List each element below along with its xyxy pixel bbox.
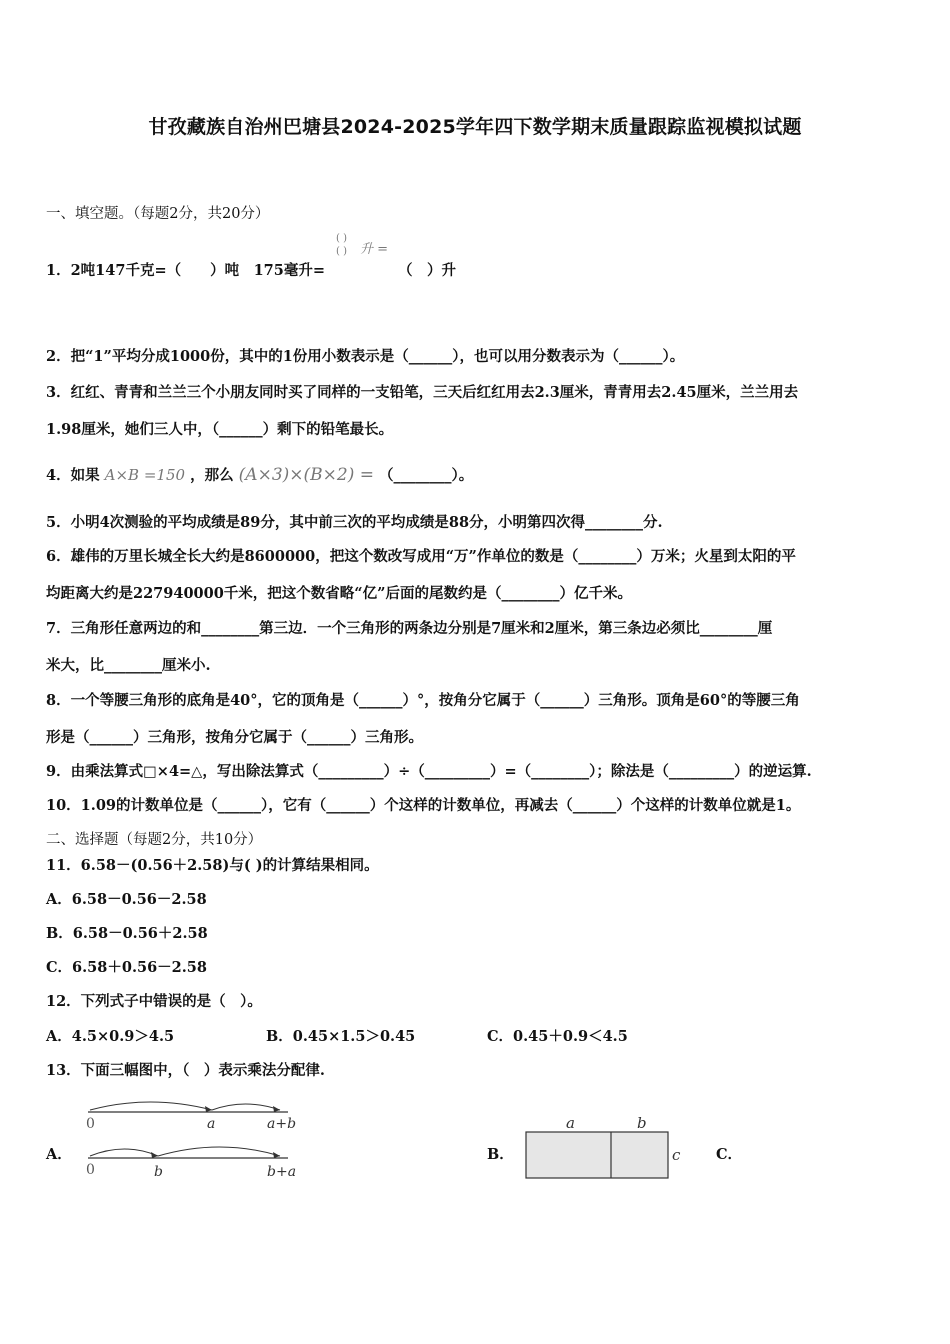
arrow-head-icon: [151, 1152, 158, 1158]
question-12: 12．下列式子中错误的是（ ）。: [46, 993, 262, 1010]
question-text: ，那么: [190, 467, 234, 484]
tick-label: b+a: [267, 1164, 297, 1180]
tick-label: b: [154, 1164, 163, 1180]
option-a[interactable]: A．4.5×0.9＞4.5: [46, 1028, 175, 1045]
fraction-unit: 升 =: [360, 242, 389, 257]
jump-arc: [212, 1104, 280, 1110]
section-heading: 二、选择题（每题2分，共10分）: [46, 832, 263, 848]
area-rectangle: [526, 1132, 668, 1178]
question-6-line-2: 均距离大约是227940000千米，把这个数省略“亿”后面的尾数约是（________）亿千米。: [46, 585, 632, 602]
question-7-line-2: 米大，比________厘米小.: [46, 657, 211, 674]
number-line-figure: [80, 1092, 310, 1182]
side-label-a: a: [566, 1114, 575, 1132]
question-text: 4．如果: [46, 467, 100, 484]
question-1-blank: （ ）升: [398, 262, 456, 279]
fraction-figure: [336, 232, 347, 258]
arrow-head-icon: [273, 1106, 280, 1112]
rectangle-area-figure: [520, 1112, 690, 1184]
option-c[interactable]: C．0.45＋0.9＜4.5: [487, 1028, 628, 1045]
option-a[interactable]: A．6.58－0.56－2.58: [46, 891, 207, 908]
page-title: 甘孜藏族自治州巴塘县2024-2025学年四下数学期末质量跟踪监视模拟试题: [148, 116, 802, 138]
option-b[interactable]: B．0.45×1.5＞0.45: [266, 1028, 416, 1045]
question-7-line-1: 7．三角形任意两边的和________第三边．一个三角形的两条边分别是7厘米和2厘米，第三条边必须比________厘: [46, 620, 773, 637]
question-1: [46, 259, 325, 280]
arrow-head-icon: [205, 1106, 212, 1112]
question-8-line-1: 8．一个等腰三角形的底角是40°，它的顶角是（______）°，按角分它属于（______）三角形。顶角是60°的等腰三角: [46, 692, 800, 709]
tick-label: 0: [86, 1116, 95, 1132]
question-3-line-2: 1.98厘米，她们三人中，（______）剩下的铅笔最长。: [46, 421, 394, 438]
side-label-b: b: [637, 1114, 647, 1132]
question-text: 1．2吨147千克=（ ）吨 175毫升=: [46, 262, 326, 279]
option-c[interactable]: C．6.58＋0.56－2.58: [46, 959, 207, 976]
expression: A×B =150: [104, 466, 186, 484]
question-2: 2．把“1”平均分成1000份，其中的1份用小数表示是（______），也可以用分数表示为（______）。: [46, 348, 685, 365]
tick-label: a: [207, 1116, 216, 1132]
jump-arc: [90, 1149, 158, 1156]
section-heading: 一、填空题。（每题2分，共20分）: [46, 206, 270, 222]
arrow-head-icon: [273, 1152, 280, 1158]
option-c[interactable]: C．: [716, 1146, 743, 1163]
fraction-top: ( ): [336, 233, 347, 244]
question-5: 5．小明4次测验的平均成绩是89分，其中前三次的平均成绩是88分，小明第四次得________分.: [46, 514, 663, 531]
jump-arc: [90, 1102, 212, 1110]
question-9: 9．由乘法算式□×4=△，写出除法算式（_________）÷（_________）=（________）；除法是（_________）的逆运算.: [46, 763, 812, 780]
option-b[interactable]: B．: [487, 1146, 514, 1163]
question-13: 13．下面三幅图中，（ ）表示乘法分配律.: [46, 1062, 325, 1079]
question-3-line-1: 3．红红、青青和兰兰三个小朋友同时买了同样的一支铅笔，三天后红红用去2.3厘米，青青用去2.45厘米，兰兰用去: [46, 384, 799, 401]
fraction-bottom: ( ): [336, 246, 347, 257]
side-label-c: c: [672, 1146, 681, 1164]
tick-label: 0: [86, 1162, 95, 1178]
expression: (A×3)×(B×2) =: [238, 465, 374, 485]
question-11: 11．6.58－(0.56＋2.58)与( )的计算结果相同。: [46, 857, 379, 874]
option-b[interactable]: B．6.58－0.56＋2.58: [46, 925, 208, 942]
option-a[interactable]: A．: [46, 1146, 72, 1163]
jump-arc: [158, 1147, 280, 1156]
question-10: 10．1.09的计数单位是（______），它有（______）个这样的计数单位，再减去（______）个这样的计数单位就是1。: [46, 797, 801, 814]
answer-blank: （________）。: [379, 467, 474, 484]
question-8-line-2: 形是（______）三角形，按角分它属于（______）三角形。: [46, 729, 423, 746]
tick-label: a+b: [267, 1116, 297, 1132]
question-4: [46, 464, 473, 485]
question-6-line-1: 6．雄伟的万里长城全长大约是8600000，把这个数改写成用“万”作单位的数是（________）万米；火星到太阳的平: [46, 548, 796, 565]
